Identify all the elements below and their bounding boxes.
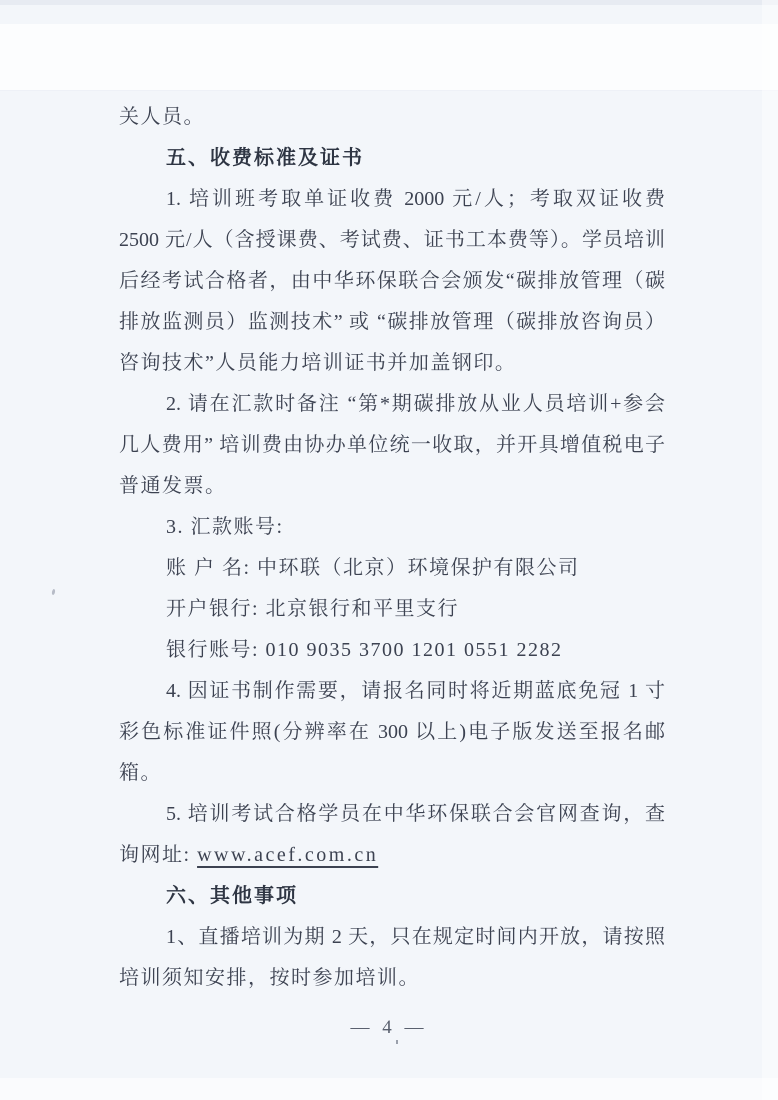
document-line: 2500 元/人（含授课费、考试费、证书工本费等）。学员培训 bbox=[119, 229, 665, 251]
document-line: 关人员。 bbox=[119, 106, 205, 128]
acef-website-link[interactable]: www.acef.com.cn bbox=[197, 844, 379, 866]
document-line: 几人费用” 培训费由协办单位统一收取，并开具增值税电子 bbox=[119, 434, 665, 456]
document-line: 彩色标准证件照(分辨率在 300 以上)电子版发送至报名邮 bbox=[119, 721, 665, 743]
document-line: 5. 培训考试合格学员在中华环保联合会官网查询，查 bbox=[166, 803, 665, 825]
document-line: 开户银行: 北京银行和平里支行 bbox=[166, 598, 460, 620]
scan-right-band bbox=[762, 0, 778, 1100]
document-line: 培训须知安排，按时参加培训。 bbox=[119, 967, 420, 989]
document-line: 账 户 名: 中环联（北京）环境保护有限公司 bbox=[166, 557, 580, 579]
document-line: 排放监测员）监测技术” 或 “碳排放管理（碳排放咨询员） bbox=[119, 311, 665, 333]
section-heading: 六、其他事项 bbox=[166, 885, 298, 907]
section-heading: 五、收费标准及证书 bbox=[166, 147, 364, 169]
document-line: 银行账号: 010 9035 3700 1201 0551 2282 bbox=[166, 639, 563, 661]
link-prefix-label: 询网址: bbox=[119, 844, 198, 866]
document-line: 普通发票。 bbox=[119, 475, 227, 497]
scan-light-band bbox=[0, 24, 778, 90]
scan-band-divider bbox=[0, 90, 778, 91]
document-line: 1. 培训班考取单证收费 2000 元/人；考取双证收费 bbox=[166, 188, 665, 210]
document-line: 3. 汇款账号: bbox=[166, 516, 284, 538]
scan-bottom-band bbox=[0, 1078, 778, 1100]
page-number: — 4 — bbox=[350, 1017, 428, 1038]
document-line: 箱。 bbox=[119, 762, 162, 784]
document-line: 咨询技术”人员能力培训证书并加盖钢印。 bbox=[119, 352, 517, 374]
document-line: 1、直播培训为期 2 天，只在规定时间内开放，请按照 bbox=[166, 926, 665, 948]
scan-speck bbox=[51, 589, 55, 595]
document-line: 2. 请在汇款时备注 “第*期碳排放从业人员培训+参会 bbox=[166, 393, 665, 415]
scan-edge-shadow bbox=[0, 0, 778, 5]
document-line: 后经考试合格者，由中华环保联合会颁发“碳排放管理（碳 bbox=[119, 270, 665, 292]
document-line bbox=[119, 835, 665, 876]
document-body bbox=[119, 97, 665, 999]
document-line: 4. 因证书制作需要，请报名同时将近期蓝底免冠 1 寸 bbox=[166, 680, 665, 702]
